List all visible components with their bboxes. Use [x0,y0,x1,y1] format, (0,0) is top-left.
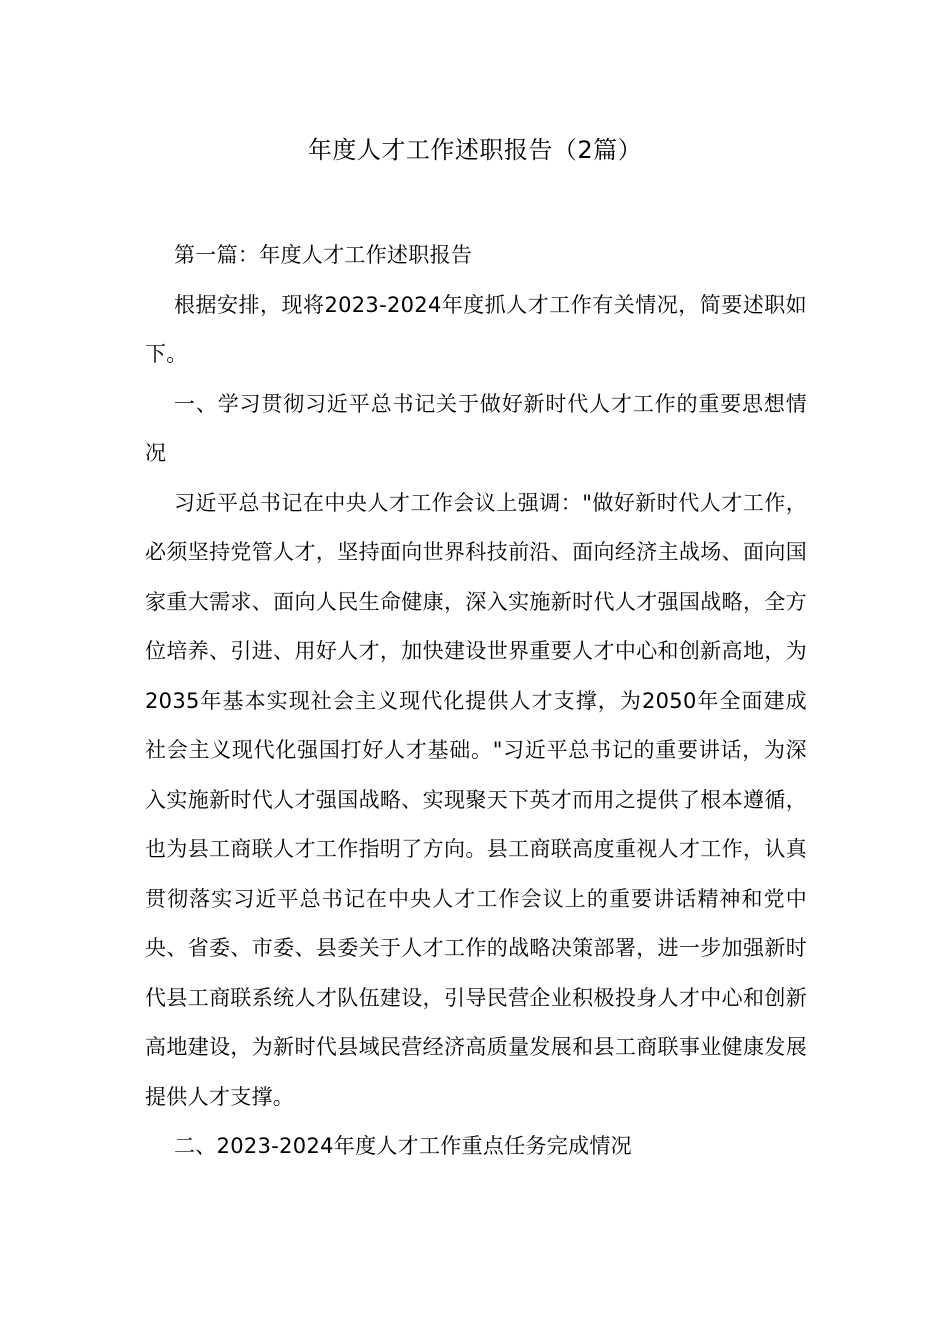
section-heading-two: 二、2023-2024年度人才工作重点任务完成情况 [174,1134,632,1158]
document-body [145,231,807,1172]
section-heading-one: 一、学习贯彻习近平总书记关于做好新时代人才工作的重要思想情况 [145,391,807,465]
document-title: 年度人才工作述职报告（2篇） [307,136,643,164]
body-paragraph: 习近平总书记在中央人才工作会议上强调："做好新时代人才工作，必须坚持党管人才，坚持面向世界科技前沿、面向经济主战场、面向国家重大需求、面向人民生命健康，深入实施新时代人才强国战略，全方位培养、引进、用好人才，加快建设世界重要人才中心和创新高地，为2035年基本实现社会主义现代化提供人才支撑，为2050年全面建成社会主义现代化强国打好人才基础。"习近平总书记的重要讲话，为深入实施新时代人才强国战略、实现聚天下英才而用之提供了根本遵循，也为县工商联人才工作指明了方向。县工商联高度重视人才工作，认真贯彻落实习近平总书记在中央人才工作会议上的重要讲话精神和党中央、省委、市委、县委关于人才工作的战略决策部署，进一步加强新时代县工商联系统人才队伍建设，引导民营企业积极投身人才中心和创新高地建设，为新时代县域民营经济高质量发展和县工商联事业健康发展提供人才支撑。 [145,490,807,1109]
intro-paragraph: 根据安排，现将2023-2024年度抓人才工作有关情况，简要述职如下。 [145,292,807,366]
section-heading-part-one: 第一篇：年度人才工作述职报告 [174,243,473,267]
